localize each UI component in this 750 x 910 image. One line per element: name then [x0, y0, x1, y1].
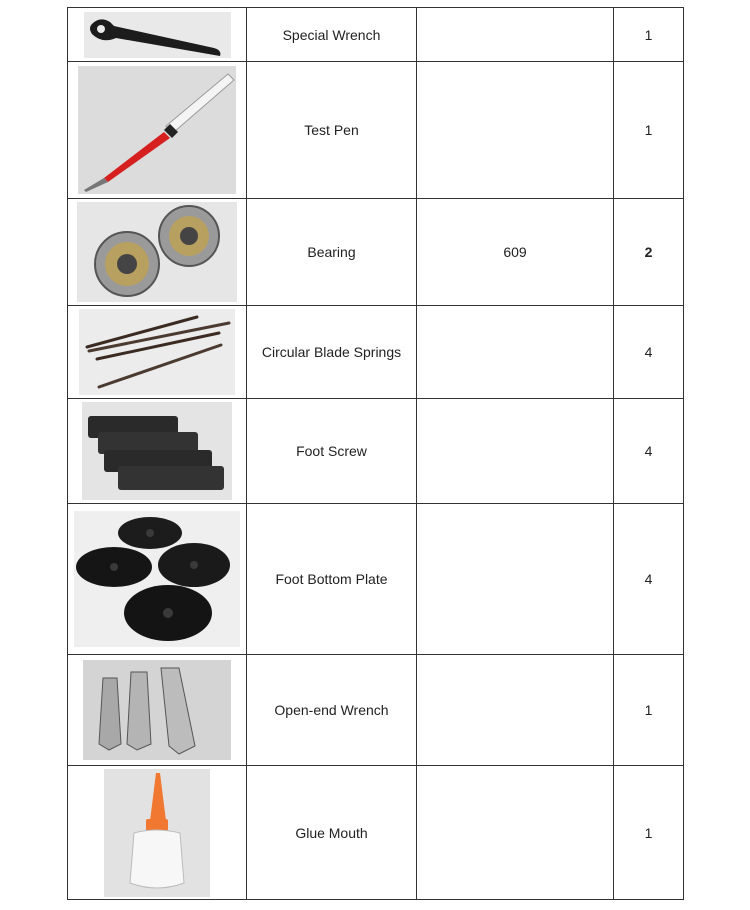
open-end-wrench-photo — [83, 660, 231, 760]
circular-blade-springs-photo — [79, 309, 235, 395]
photo-cell — [68, 8, 247, 62]
item-spec — [417, 399, 614, 504]
table-row — [68, 766, 684, 900]
item-qty: 1 — [614, 655, 684, 766]
item-name: Circular Blade Springs — [247, 306, 417, 399]
photo-cell — [68, 306, 247, 399]
item-qty: 1 — [614, 62, 684, 199]
glue-mouth-photo — [104, 769, 210, 897]
item-spec — [417, 655, 614, 766]
table-row — [68, 306, 684, 399]
photo-cell — [68, 504, 247, 655]
item-name: Open-end Wrench — [247, 655, 417, 766]
item-qty: 1 — [614, 8, 684, 62]
item-name: Foot Bottom Plate — [247, 504, 417, 655]
item-name: Bearing — [247, 199, 417, 306]
item-qty — [614, 199, 684, 306]
item-spec: 609 — [417, 199, 614, 306]
item-name: Glue Mouth — [247, 766, 417, 900]
table-row — [68, 655, 684, 766]
item-qty: 4 — [614, 399, 684, 504]
photo-cell — [68, 199, 247, 306]
table-row — [68, 8, 684, 62]
item-spec — [417, 306, 614, 399]
item-name: Special Wrench — [247, 8, 417, 62]
foot-bottom-plate-photo — [74, 511, 240, 647]
photo-cell — [68, 62, 247, 199]
photo-cell — [68, 766, 247, 900]
item-spec — [417, 504, 614, 655]
table-row — [68, 504, 684, 655]
item-qty-value: 2 — [644, 244, 653, 260]
item-spec — [417, 62, 614, 199]
bearing-photo — [77, 202, 237, 302]
item-qty: 4 — [614, 306, 684, 399]
parts-list-table — [67, 7, 684, 900]
special-wrench-photo — [84, 12, 231, 58]
photo-cell — [68, 655, 247, 766]
table-row — [68, 199, 684, 306]
item-qty: 1 — [614, 766, 684, 900]
table-row — [68, 62, 684, 199]
table-row — [68, 399, 684, 504]
item-qty: 4 — [614, 504, 684, 655]
photo-cell — [68, 399, 247, 504]
foot-screw-photo — [82, 402, 232, 500]
item-name: Test Pen — [247, 62, 417, 199]
item-spec — [417, 8, 614, 62]
test-pen-photo — [78, 66, 236, 194]
item-name: Foot Screw — [247, 399, 417, 504]
item-spec — [417, 766, 614, 900]
